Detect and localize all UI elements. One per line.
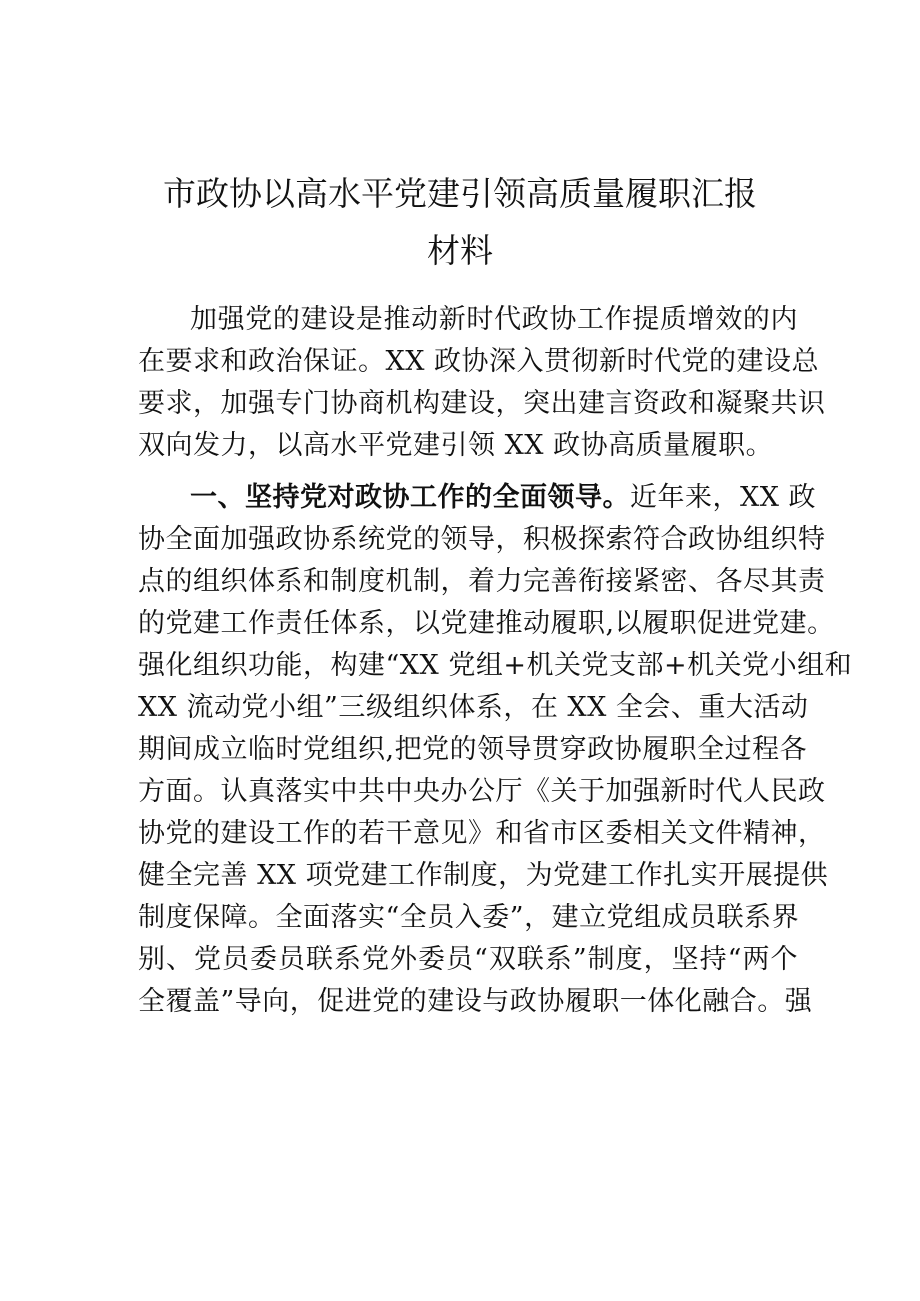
document-title-line-2: 材料 (427, 231, 493, 270)
intro-line: 在要求和政治保证。XX 政协深入贯彻新时代党的建设总 (138, 346, 820, 377)
section-1-line: 健全完善 XX 项党建工作制度，为党建工作扎实开展提供 (138, 860, 829, 891)
section-1-first-line (190, 480, 817, 516)
section-1-line: XX 流动党小组”三级组织体系，在 XX 全会、重大活动 (138, 692, 809, 723)
section-1-line: 协全面加强政协系统党的领导，积极探索符合政协组织特 (138, 524, 826, 555)
section-1-line: 协党的建设工作的若干意见》和省市区委相关文件精神， (138, 818, 826, 849)
section-1-first-line-text: 近年来，XX 政 (630, 482, 817, 513)
document-title-line-1: 市政协以高水平党建引领高质量履职汇报 (163, 174, 757, 213)
section-1-heading: 一、坚持党对政协工作的全面领导。 (190, 482, 630, 513)
section-1-line: 全覆盖”导向，促进党的建设与政协履职一体化融合。强 (138, 986, 813, 1017)
intro-line: 加强党的建设是推动新时代政协工作提质增效的内 (190, 304, 798, 335)
section-1-line: 方面。认真落实中共中央办公厅《关于加强新时代人民政 (138, 776, 826, 807)
section-1-line: 制度保障。全面落实“全员入委”，建立党组成员联系界 (138, 902, 800, 933)
section-1-line: 别、党员委员联系党外委员“双联系”制度，坚持“两个 (138, 944, 798, 975)
section-1-line: 期间成立临时党组织,把党的领导贯穿政协履职全过程各 (138, 734, 808, 765)
section-1-line: 点的组织体系和制度机制，着力完善衔接紧密、各尽其责 (138, 566, 826, 597)
section-1-line: 的党建工作责任体系，以党建推动履职,以履职促进党建。 (138, 608, 835, 639)
section-1-line: 强化组织功能，构建“XX 党组+机关党支部+机关党小组和 (138, 650, 853, 681)
intro-line: 要求，加强专门协商机构建设，突出建言资政和凝聚共识 (138, 388, 826, 419)
intro-line: 双向发力，以高水平党建引领 XX 政协高质量履职。 (138, 430, 774, 461)
